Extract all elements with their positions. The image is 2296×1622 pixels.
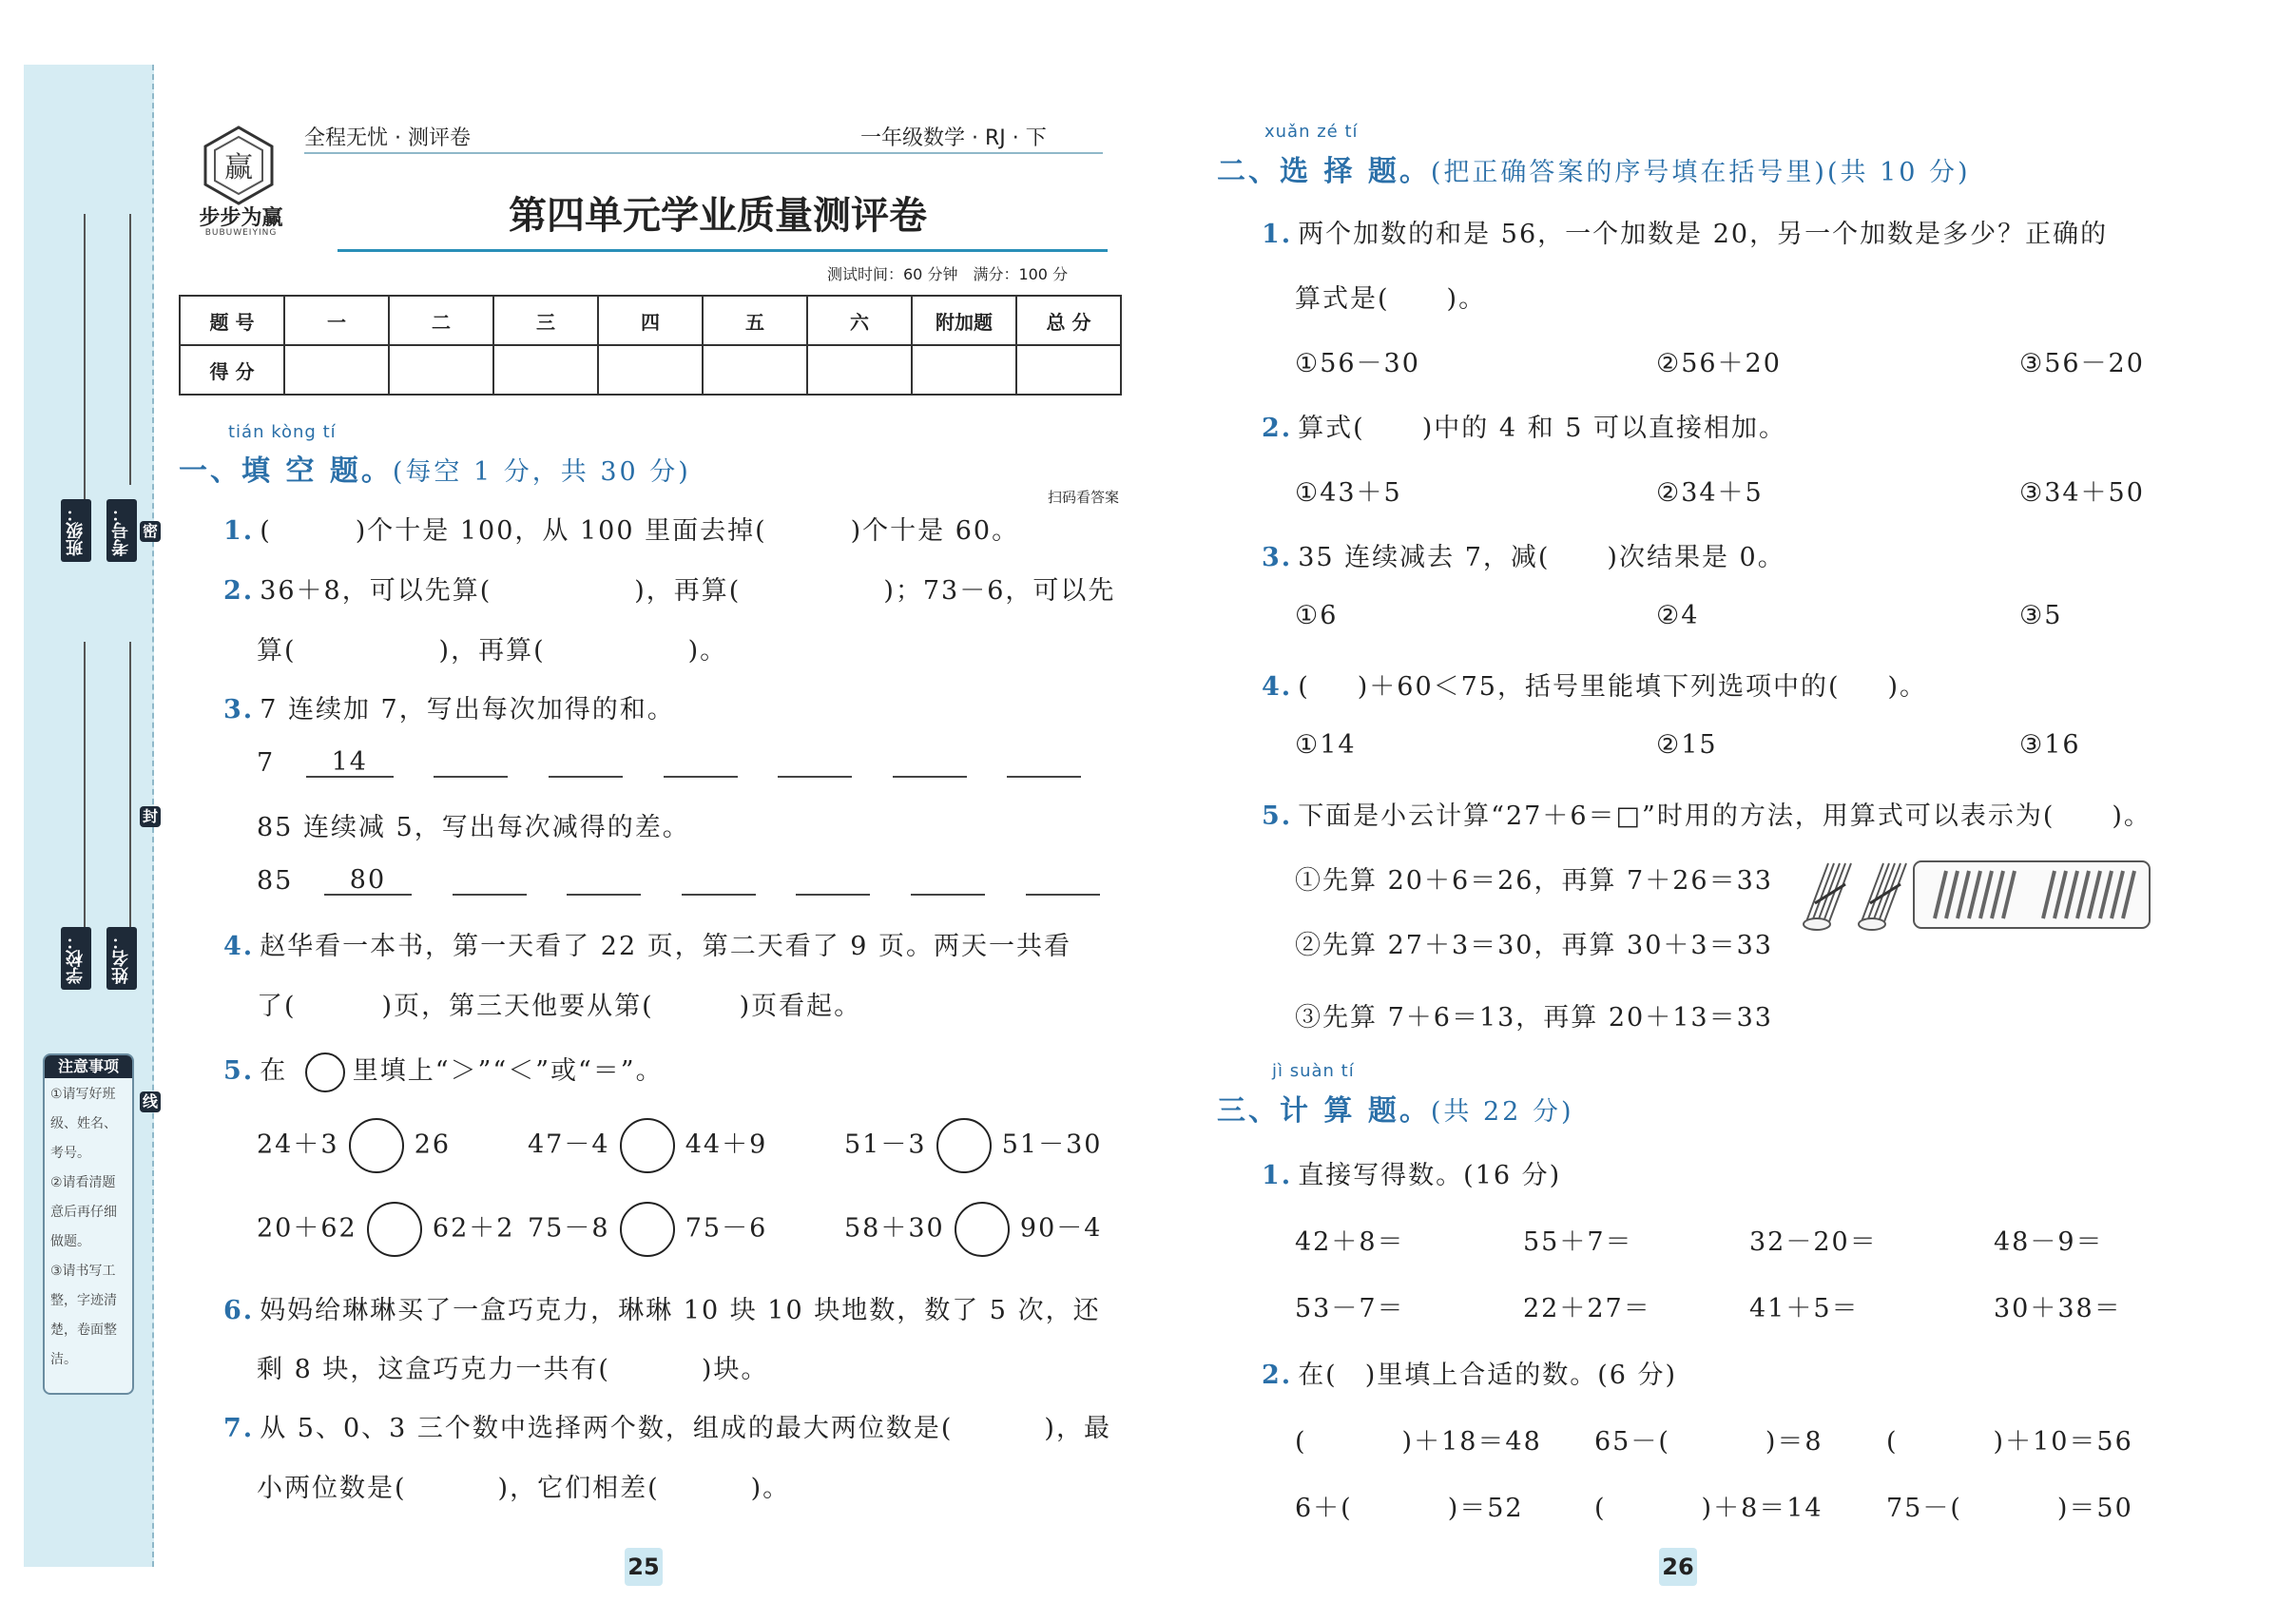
s1-q1: 1. ( )个十是 100，从 100 里面去掉( )个十是 60。 <box>223 516 1020 546</box>
grade-info: 一年级数学 · RJ · 下 <box>860 126 1047 150</box>
option[interactable]: ①先算 20＋6＝26，再算 7＋26＝33 <box>1295 866 1773 896</box>
qr-note: 扫码看答案 <box>1048 489 1120 506</box>
score-cell: 总 分 <box>1016 296 1121 345</box>
s1-q6: 6. 妈妈给琳琳买了一盒巧克力，琳琳 10 块 10 块地数，数了 5 次，还 <box>223 1296 1101 1325</box>
section2-title: 二、选 择 题。(把正确答案的序号填在括号里)(共 10 分) <box>1217 155 1971 188</box>
seal-char-feng: 封 <box>140 806 161 827</box>
option[interactable]: ③5 <box>2019 601 2063 630</box>
score-input[interactable] <box>284 345 389 395</box>
option[interactable]: ①43＋5 <box>1295 478 1402 508</box>
class-label: 班级： <box>61 499 91 562</box>
calc-item[interactable]: 30＋38＝ <box>1994 1294 2122 1323</box>
side-line <box>129 214 131 485</box>
compare-circle[interactable] <box>367 1202 422 1257</box>
s1-q7: 7. 从 5、0、3 三个数中选择两个数，组成的最大两位数是( )，最 <box>223 1414 1111 1443</box>
s1-q2: 2. 36＋8，可以先算( )，再算( )；73－6，可以先 <box>223 576 1116 606</box>
s2-q4: 4. ( )＋60＜75，括号里能填下列选项中的( )。 <box>1262 672 1928 702</box>
compare-circle[interactable] <box>620 1118 675 1173</box>
s2-q2: 2. 算式( )中的 4 和 5 可以直接相加。 <box>1262 414 1786 443</box>
s1-q7-line2: 小两位数是( )，它们相差( )。 <box>257 1474 791 1503</box>
series-name: 全程无忧 · 测评卷 <box>304 126 471 150</box>
answer-line[interactable] <box>778 747 852 778</box>
score-table <box>179 295 1122 396</box>
exam-number-label: 考号： <box>106 499 137 562</box>
s3-q1: 1. 直接写得数。(16 分) <box>1262 1161 1562 1190</box>
calc-item[interactable]: 55＋7＝ <box>1523 1227 1633 1257</box>
score-input[interactable] <box>807 345 912 395</box>
section1-title: 一、填 空 题。(每空 1 分，共 30 分) <box>179 454 691 488</box>
page-title: 第四单元学业质量测评卷 <box>509 194 927 238</box>
score-input[interactable] <box>389 345 493 395</box>
note-item: ①请写好班级、姓名、考号。 <box>50 1087 117 1161</box>
header-rule <box>304 152 1103 154</box>
answer-line[interactable] <box>682 865 756 896</box>
score-cell: 附加题 <box>912 296 1016 345</box>
score-value-row <box>180 345 1121 395</box>
note-item: ③请书写工整，字迹清楚，卷面整洁。 <box>50 1264 117 1367</box>
s1-q3-seq2: 85 80 <box>257 865 1100 896</box>
counting-sticks-illustration <box>1802 856 2153 934</box>
s1-q3: 3. 7 连续加 7，写出每次加得的和。 <box>223 695 675 724</box>
answer-line[interactable] <box>434 747 508 778</box>
page-number-left: 25 <box>625 1548 663 1586</box>
s2-q1: 1. 两个加数的和是 56，一个加数是 20，另一个加数是多少？正确的 <box>1262 220 2109 249</box>
page-number-right: 26 <box>1659 1548 1697 1586</box>
score-input[interactable] <box>493 345 598 395</box>
option[interactable]: ②先算 27＋3＝30，再算 30＋3＝33 <box>1295 931 1773 960</box>
option[interactable]: ③34＋50 <box>2019 478 2145 508</box>
score-header-row <box>180 296 1121 345</box>
option[interactable]: ①6 <box>1295 601 1339 630</box>
s1-q4-line2: 了( )页，第三天他要从第( )页看起。 <box>257 992 862 1021</box>
option[interactable]: ②4 <box>1656 601 1700 630</box>
s1-q3-seq1: 7 14 <box>257 747 1081 778</box>
score-label: 得 分 <box>180 345 284 395</box>
brand-pinyin: BUBUWEIYING <box>204 228 278 238</box>
option[interactable]: ②15 <box>1656 730 1718 760</box>
section2-pinyin: xuǎn zé tí <box>1264 122 1359 142</box>
side-line <box>84 642 86 927</box>
answer-line[interactable] <box>549 747 623 778</box>
time-info: 测试时间：60 分钟 满分：100 分 <box>827 265 1069 283</box>
score-cell: 题 号 <box>180 296 284 345</box>
answer-line[interactable] <box>796 865 870 896</box>
answer-line[interactable] <box>893 747 967 778</box>
option[interactable]: ③16 <box>2019 730 2081 760</box>
calc-item[interactable]: 48－9＝ <box>1994 1227 2104 1257</box>
s2-q1-line2: 算式是( )。 <box>1295 284 1487 314</box>
s2-q5: 5. 下面是小云计算“27＋6＝□”时用的方法，用算式可以表示为( )。 <box>1262 801 2151 831</box>
seal-char-xian: 线 <box>140 1091 161 1112</box>
circle-icon <box>305 1052 345 1092</box>
section3-title: 三、计 算 题。(共 22 分) <box>1217 1094 1574 1128</box>
note-item: ②请看清题意后再仔细做题。 <box>50 1175 117 1249</box>
option[interactable]: ③先算 7＋6＝13，再算 20＋13＝33 <box>1295 1003 1773 1033</box>
s1-q3-text2: 85 连续减 5，写出每次减得的差。 <box>257 813 690 842</box>
side-line <box>84 214 86 518</box>
calc-item[interactable]: 41＋5＝ <box>1749 1294 1860 1323</box>
answer-line[interactable] <box>1007 747 1081 778</box>
answer-line[interactable] <box>664 747 738 778</box>
name-label: 姓名： <box>106 927 137 990</box>
s1-q4: 4. 赵华看一本书，第一天看了 22 页，第二天看了 9 页。两天一共看 <box>223 932 1072 961</box>
notes-box <box>43 1053 134 1395</box>
option[interactable]: ①14 <box>1295 730 1357 760</box>
answer-line[interactable] <box>567 865 641 896</box>
seal-char-mi: 密 <box>140 521 161 542</box>
score-cell: 一 <box>284 296 389 345</box>
calc-item[interactable]: 53－7＝ <box>1295 1294 1405 1323</box>
calc-item[interactable]: 42＋8＝ <box>1295 1227 1405 1257</box>
s1-q2-line2: 算( )，再算( )。 <box>257 636 728 666</box>
compare-circle[interactable] <box>955 1202 1010 1257</box>
calc-item[interactable]: 32－20＝ <box>1749 1227 1878 1257</box>
s1-q6-line2: 剩 8 块，这盒巧克力一共有( )块。 <box>257 1355 769 1384</box>
section1-pinyin: tián kòng tí <box>228 422 337 442</box>
title-underline <box>338 249 1108 252</box>
score-input[interactable] <box>912 345 1016 395</box>
answer-line[interactable]: 14 <box>306 747 394 778</box>
score-cell: 五 <box>703 296 807 345</box>
school-label: 学校： <box>61 927 91 990</box>
score-cell: 六 <box>807 296 912 345</box>
s2-q3: 3. 35 连续减去 7，减( )次结果是 0。 <box>1262 543 1785 572</box>
s1-q5: 5. 在 里填上“＞”“＜”或“＝”。 <box>223 1050 664 1092</box>
answer-line[interactable] <box>453 865 527 896</box>
score-input[interactable] <box>703 345 807 395</box>
answer-line[interactable] <box>1026 865 1100 896</box>
score-cell: 三 <box>493 296 598 345</box>
compare-circle[interactable] <box>936 1118 992 1173</box>
answer-line[interactable] <box>911 865 985 896</box>
s3-q2: 2. 在( )里填上合适的数。(6 分) <box>1262 1361 1678 1390</box>
calc-item[interactable]: 22＋27＝ <box>1523 1294 1651 1323</box>
option[interactable]: ②56＋20 <box>1656 349 1782 378</box>
score-cell: 四 <box>598 296 703 345</box>
score-input[interactable] <box>598 345 703 395</box>
option[interactable]: ②34＋5 <box>1656 478 1764 508</box>
score-input[interactable] <box>1016 345 1121 395</box>
section3-pinyin: jì suàn tí <box>1272 1061 1355 1081</box>
side-line <box>129 642 131 927</box>
notes-title: 注意事项 <box>45 1055 132 1078</box>
svg-text:赢: 赢 <box>224 151 253 184</box>
answer-line[interactable]: 80 <box>324 865 412 896</box>
compare-circle[interactable] <box>620 1202 675 1257</box>
brand-name: 步步为赢 <box>199 206 283 230</box>
option[interactable]: ①56－30 <box>1295 349 1420 378</box>
compare-circle[interactable] <box>349 1118 404 1173</box>
score-cell: 二 <box>389 296 493 345</box>
option[interactable]: ③56－20 <box>2019 349 2145 378</box>
